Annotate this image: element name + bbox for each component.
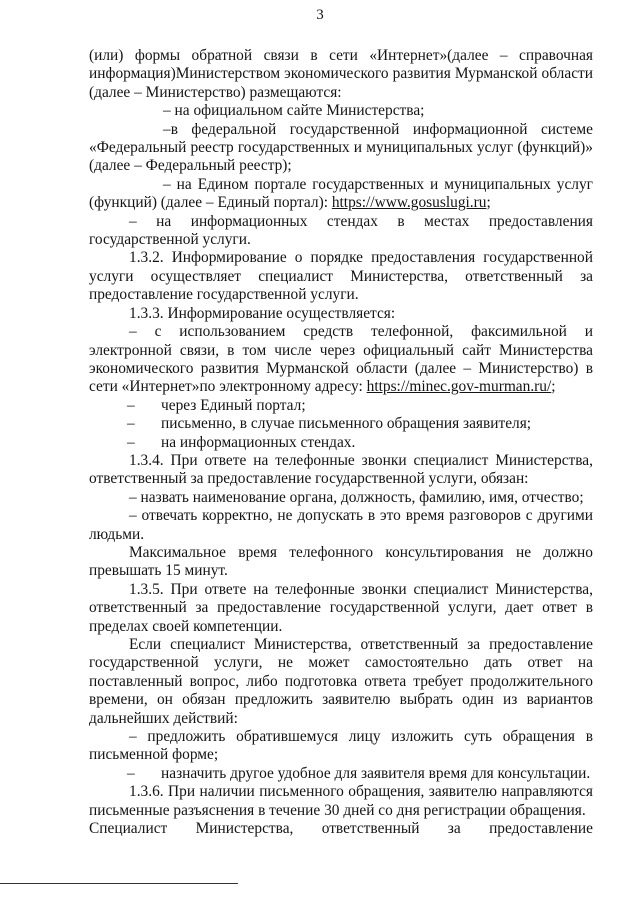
dash-marker: – bbox=[127, 433, 135, 451]
page-number: 3 bbox=[316, 7, 324, 23]
dash-marker: – bbox=[127, 415, 135, 433]
paragraph-max-time: Максимальное время телефонного консультирования не должно превышать 15 минут. bbox=[89, 543, 593, 580]
list-item-official-site: – на официальном сайте Министерства; bbox=[163, 102, 425, 120]
paragraph-1-3-3: 1.3.3. Информирование осуществляется: bbox=[129, 304, 396, 322]
unified-portal-text: – на Едином портале государственных и муниципальных услуг (функций) (далее – Единый портал): bbox=[89, 175, 593, 212]
paragraph-specialist: Специалист Министерства, ответственный за предоставление bbox=[89, 820, 593, 838]
list-item-in-writing bbox=[89, 415, 593, 433]
list-item-phone-fax bbox=[89, 323, 593, 397]
list-item-unified-portal bbox=[89, 176, 593, 213]
paragraph-1-3-2: 1.3.2. Информирование о порядке предоставления государственной услуги осуществляет специалист Министерства, ответственный за предоставление государственной услуги. bbox=[89, 249, 593, 304]
list-item-text: через Единый портал; bbox=[161, 396, 306, 414]
footnote-divider bbox=[0, 883, 238, 884]
list-item-answer-correctly: – отвечать корректно, не допускать в это время разговоров с другими людьми. bbox=[89, 507, 593, 543]
paragraph-intro: (или) формы обратной связи в сети «Интернет»(далее – справочная информация)Министерством экономического развития Мурманской области (далее – Министерство) размещаются: bbox=[89, 47, 593, 101]
minec-link[interactable]: https://minec.gov-murman.ru/ bbox=[366, 378, 552, 396]
phone-fax-tail: ; bbox=[551, 378, 556, 396]
list-item-federal-registry: –в федеральной государственной информационной системе «Федеральный реестр государственных и муниципальных услуг (функций)» (далее – Федеральный реестр); bbox=[89, 120, 593, 175]
paragraph-1-3-4: 1.3.4. При ответе на телефонные звонки специалист Министерства, ответственный за предоставление государственной услуги, обязан: bbox=[89, 451, 593, 488]
paragraph-1-3-5: 1.3.5. При ответе на телефонные звонки специалист Министерства, ответственный за предоставление государственной услуги, дает ответ в пределах своей компетенции. bbox=[89, 580, 593, 635]
document-body bbox=[89, 47, 593, 838]
list-item-info-stands: – на информационных стендах в местах предоставления государственной услуги. bbox=[89, 212, 593, 249]
list-item-via-portal bbox=[89, 397, 593, 415]
list-item-text: письменно, в случае письменного обращения заявителя; bbox=[161, 415, 532, 433]
list-item-on-stands bbox=[89, 434, 593, 452]
unified-portal-tail: ; bbox=[486, 194, 491, 212]
paragraph-if-specialist: Если специалист Министерства, ответственный за предоставление государственной услуги, не может самостоятельно дать ответ на поставленный вопрос, либо подготовка ответа требует продолжительного времени, он обязан предложить заявителю выбрать один из вариантов дальнейших действий: bbox=[89, 636, 593, 727]
list-item-other-time bbox=[89, 765, 593, 783]
phone-fax-text: – с использованием средств телефонной, факсимильной и электронной связи, в том числе через официальный сайт Министерства экономического развития Мурманской области (далее – Министерство) в сети «Интернет»по электронному адресу: bbox=[89, 323, 593, 396]
dash-marker: – bbox=[127, 764, 135, 782]
list-item-name-organ: – назвать наименование органа, должность, фамилию, имя, отчество; bbox=[129, 488, 584, 506]
gosuslugi-link[interactable]: https://www.gosuslugi.ru bbox=[331, 194, 487, 212]
dash-marker: – bbox=[127, 396, 135, 414]
list-item-text: назначить другое удобное для заявителя время для консультации. bbox=[161, 764, 591, 782]
list-item-text: на информационных стендах. bbox=[161, 433, 356, 451]
paragraph-1-3-6: 1.3.6. При наличии письменного обращения, заявителю направляются письменные разъяснения в течение 30 дней со дня регистрации обращения. bbox=[89, 783, 593, 819]
list-item-written-form: – предложить обратившемуся лицу изложить суть обращения в письменной форме; bbox=[89, 728, 593, 764]
